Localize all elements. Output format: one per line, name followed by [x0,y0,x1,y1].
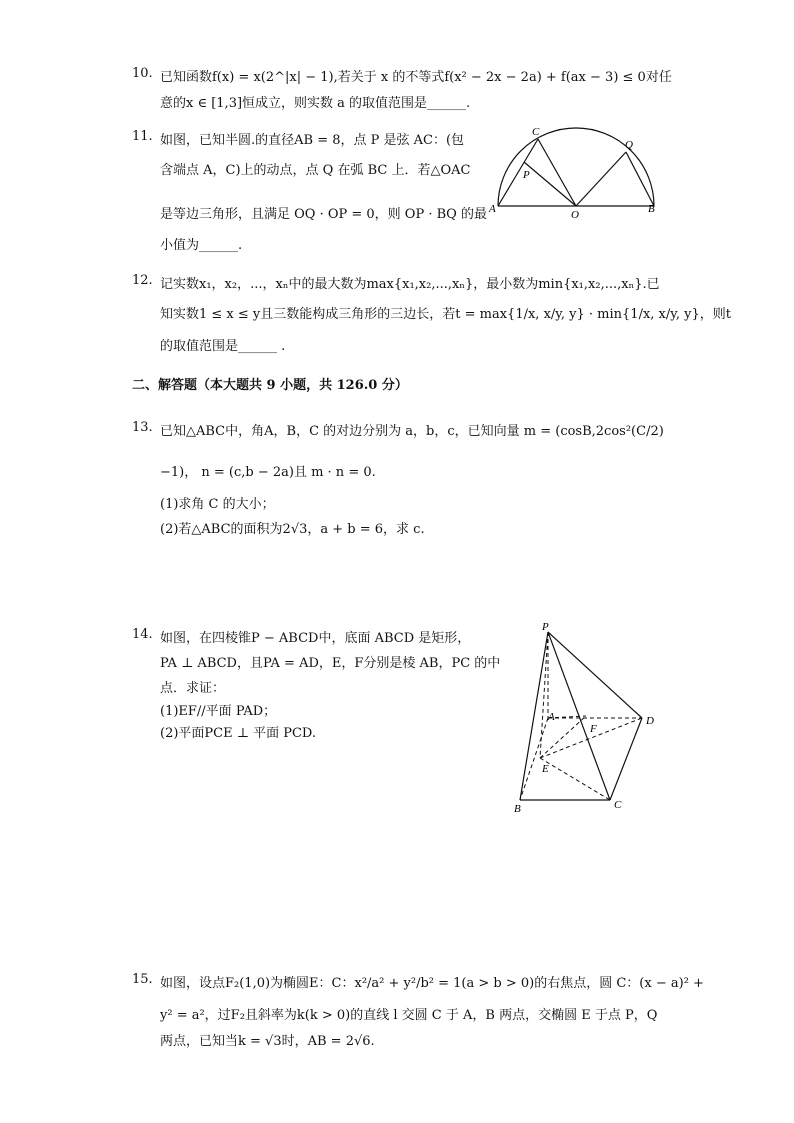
segment-oc [538,139,576,206]
edge-ef [540,716,586,758]
label-a: A [548,711,555,723]
q11-line4: 小值为______. [160,238,243,253]
q15-number: 15. [132,972,153,987]
label-e: E [542,763,549,775]
edge-pe [540,632,548,758]
q10-line2: 意的x ∈ [1,3]恒成立，则实数 a 的取值范围是______. [160,96,471,111]
q12-number: 12. [132,273,153,288]
q13-number: 13. [132,420,153,435]
segment-oq [576,152,626,206]
q15-line1: 如图，设点F₂(1,0)为椭圆E：C：x²/a² + y²/b² = 1(a > b > 0)的右焦点，圆 C：(x − a)² + [160,976,704,991]
q11-number: 11. [132,129,153,144]
edge-ab [520,718,548,800]
q11-line2: 含端点 A，C)上的动点，点 Q 在弧 BC 上．若△OAC [160,163,471,178]
q11-line3: 是等边三角形，且满足 OQ · OP = 0，则 OP · BQ 的最 [160,207,487,222]
edge-pd [548,632,642,718]
segment-op [524,162,576,206]
q15-line2: y² = a²，过F₂且斜率为k(k > 0)的直线 l 交圆 C 于 A，B 两点，交椭圆 E 于点 P，Q [160,1008,658,1023]
q13-line4: (2)若△ABC的面积为2√3，a + b = 6，求 c. [160,522,425,537]
q13-line3: (1)求角 C 的大小； [160,497,275,512]
label-c: C [532,126,540,138]
q11-semicircle-figure [486,122,666,222]
edge-ec [540,758,610,800]
edge-cd [610,718,642,800]
label-d: D [646,715,654,727]
q13-line2: −1)， n = (c,b − 2a)且 m · n = 0. [160,465,376,480]
q14-line2: PA ⊥ ABCD，且PA = AD，E，F分别是棱 AB，PC 的中 [160,656,501,671]
chord-ac [498,139,538,206]
label-p: P [523,169,530,181]
section-heading: 二、解答题（本大题共 9 小题，共 126.0 分） [132,378,408,393]
label-c: C [614,799,622,811]
q12-line2: 知实数1 ≤ x ≤ y且三数能构成三角形的三边长，若t = max{1/x, x/y, y} · min{1/x, x/y, y}，则t [160,307,731,322]
q12-line3: 的取值范围是______ . [160,339,286,354]
label-f: F [590,723,597,735]
label-a: A [489,203,496,215]
q13-line1: 已知△ABC中，角A，B，C 的对边分别为 a，b，c，已知向量 m = (cosB,2cos²(C/2) [160,424,664,439]
label-o: O [571,209,579,221]
q14-line3: 点．求证： [160,681,226,696]
q14-line1: 如图，在四棱锥P − ABCD中，底面 ABCD 是矩形， [160,631,471,646]
label-b: B [648,203,655,215]
label-b: B [514,803,521,815]
label-p: P [542,621,549,633]
q11-line1: 如图，已知半圆.的直径AB = 8，点 P 是弦 AC：(包 [160,133,465,148]
q14-pyramid-figure [506,620,676,820]
q14-line4: (1)EF//平面 PAD； [160,704,277,719]
q12-line1: 记实数x₁，x₂，...，xₙ中的最大数为max{x₁,x₂,...,xₙ}，最小数为min{x₁,x₂,...,xₙ}.已 [160,277,660,292]
q14-line5: (2)平面PCE ⊥ 平面 PCD. [160,726,317,741]
q10-number: 10. [132,66,153,81]
label-q: Q [625,139,633,151]
q15-line3: 两点，已知当k = √3时，AB = 2√6. [160,1034,375,1049]
q10-line1: 已知函数f(x) = x(2^|x| − 1),若关于 x 的不等式f(x² − 2x − 2a) + f(ax − 3) ≤ 0对任 [160,70,672,85]
q14-number: 14. [132,627,153,642]
